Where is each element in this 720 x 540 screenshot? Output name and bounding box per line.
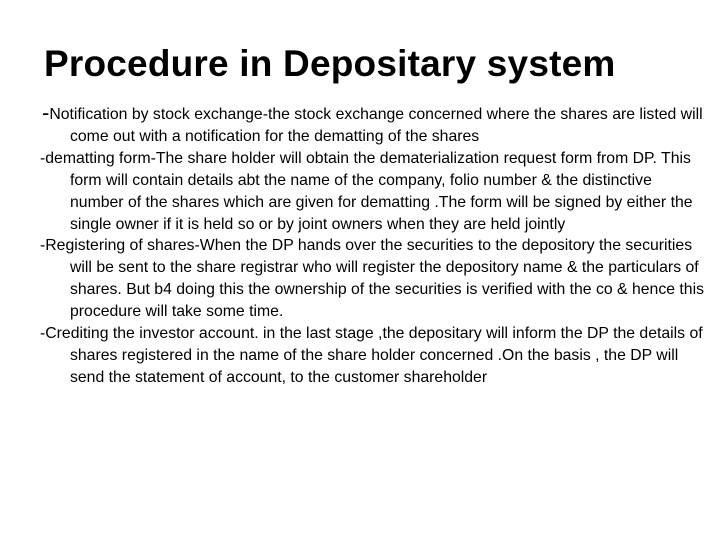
paragraph-crediting-account: -Crediting the investor account. in the last stage ,the depositary will inform the DP the details of shares registered in the name of the share holder concerned .On the basis , the DP will send the statement of account, to the customer shareholder	[40, 325, 703, 386]
slide-body	[40, 100, 708, 389]
paragraph-text: Notification by stock exchange-the stock exchange concerned where the shares are listed will come out with a notification for the dematting of the shares	[49, 106, 703, 145]
slide-title: Procedure in Depositary system	[44, 43, 616, 84]
paragraph-dematting-form: -dematting form-The share holder will obtain the dematerialization request form from DP. This form will contain details abt the name of the company, folio number & the distinctive number of the shares which are given for dematting .The form will be signed by either the single owner if it is held so or by joint owners when they are held jointly	[40, 149, 693, 233]
paragraph-notification	[40, 100, 708, 148]
paragraph-registering-shares: -Registering of shares-When the DP hands over the securities to the depository the securities will be sent to the share registrar who will register the depository name & the particulars of shares. But b4 doing this the ownership of the securities is verified with the co & hence this procedure will take some time.	[40, 237, 704, 321]
bullet-dash: -	[42, 100, 50, 125]
